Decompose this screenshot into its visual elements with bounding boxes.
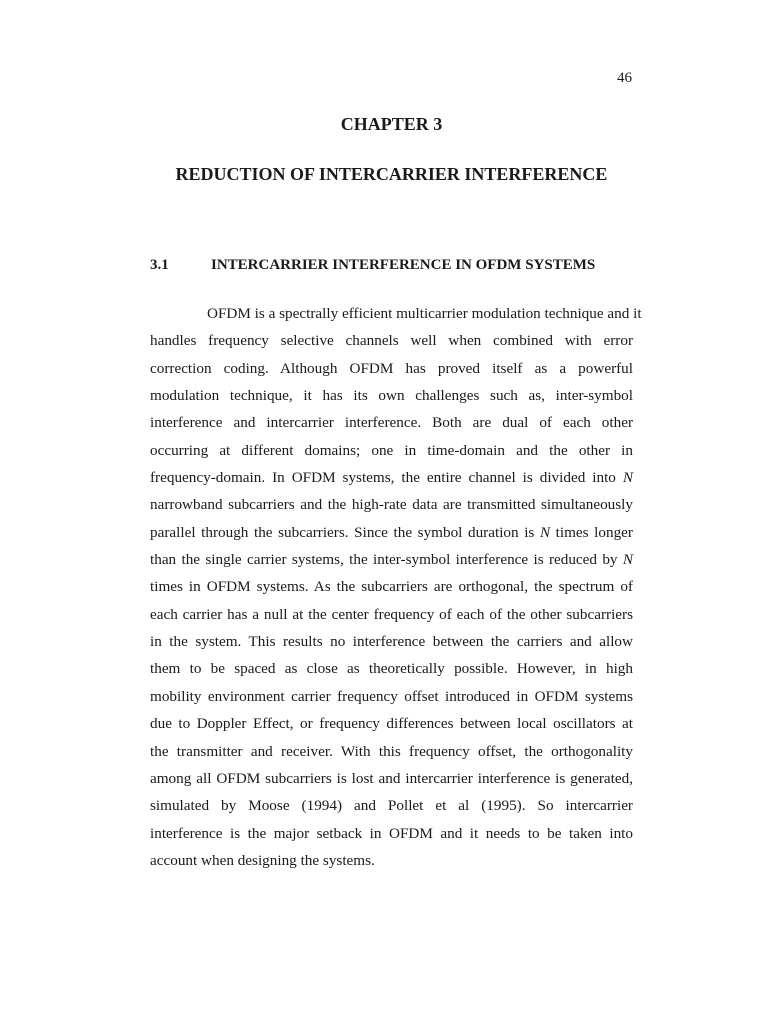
paragraph-line: mobility environment carrier frequency offset introduced in OFDM systems xyxy=(150,687,633,705)
paragraph-line: in the system. This results no interference between the carriers and allow xyxy=(150,633,633,651)
section-number: 3.1 xyxy=(150,257,169,273)
variable-n: N xyxy=(622,469,633,487)
page-number: 46 xyxy=(617,70,632,86)
chapter-title: REDUCTION OF INTERCARRIER INTERFERENCE xyxy=(175,164,608,184)
paragraph-line: modulation technique, it has its own challenges such as, inter-symbol xyxy=(150,387,633,405)
variable-n: N xyxy=(622,551,633,569)
paragraph-line: OFDM is a spectrally efficient multicarrier modulation technique and it xyxy=(207,305,642,322)
paragraph-line: occurring at different domains; one in time-domain and the other in xyxy=(150,441,633,459)
paragraph-line: frequency-domain. In OFDM systems, the entire channel is divided into N xyxy=(150,469,633,487)
section-heading xyxy=(150,257,633,274)
paragraph-line: narrowband subcarriers and the high-rate data are transmitted simultaneously xyxy=(150,496,633,514)
paragraph-line: than the single carrier systems, the inter-symbol interference is reduced by N xyxy=(150,551,633,569)
paragraph-line: parallel through the subcarriers. Since the symbol duration is N times longer xyxy=(150,523,633,541)
chapter-label: CHAPTER 3 xyxy=(340,114,443,134)
variable-n: N xyxy=(539,523,551,541)
paragraph-line: the transmitter and receiver. With this frequency offset, the orthogonality xyxy=(150,742,633,760)
paragraph-line: correction coding. Although OFDM has proved itself as a powerful xyxy=(150,359,633,377)
paragraph-line: interference is the major setback in OFDM and it needs to be taken into xyxy=(150,824,633,842)
paragraph-line: due to Doppler Effect, or frequency differences between local oscillators at xyxy=(150,715,633,733)
paragraph-line: account when designing the systems. xyxy=(150,851,375,869)
paragraph-line: interference and intercarrier interference. Both are dual of each other xyxy=(150,414,633,432)
paragraph-line: each carrier has a null at the center frequency of each of the other subcarriers xyxy=(150,605,633,623)
paragraph-line: times in OFDM systems. As the subcarriers are orthogonal, the spectrum of xyxy=(150,578,633,596)
paragraph-line: simulated by Moose (1994) and Pollet et al (1995). So intercarrier xyxy=(150,797,633,815)
paragraph-line: handles frequency selective channels well when combined with error xyxy=(150,332,633,350)
section-title: INTERCARRIER INTERFERENCE IN OFDM SYSTEMS xyxy=(211,257,596,273)
body-paragraph xyxy=(150,300,642,874)
paragraph-line: them to be spaced as close as theoretically possible. However, in high xyxy=(150,660,633,678)
paragraph-line: among all OFDM subcarriers is lost and intercarrier interference is generated, xyxy=(150,769,633,787)
